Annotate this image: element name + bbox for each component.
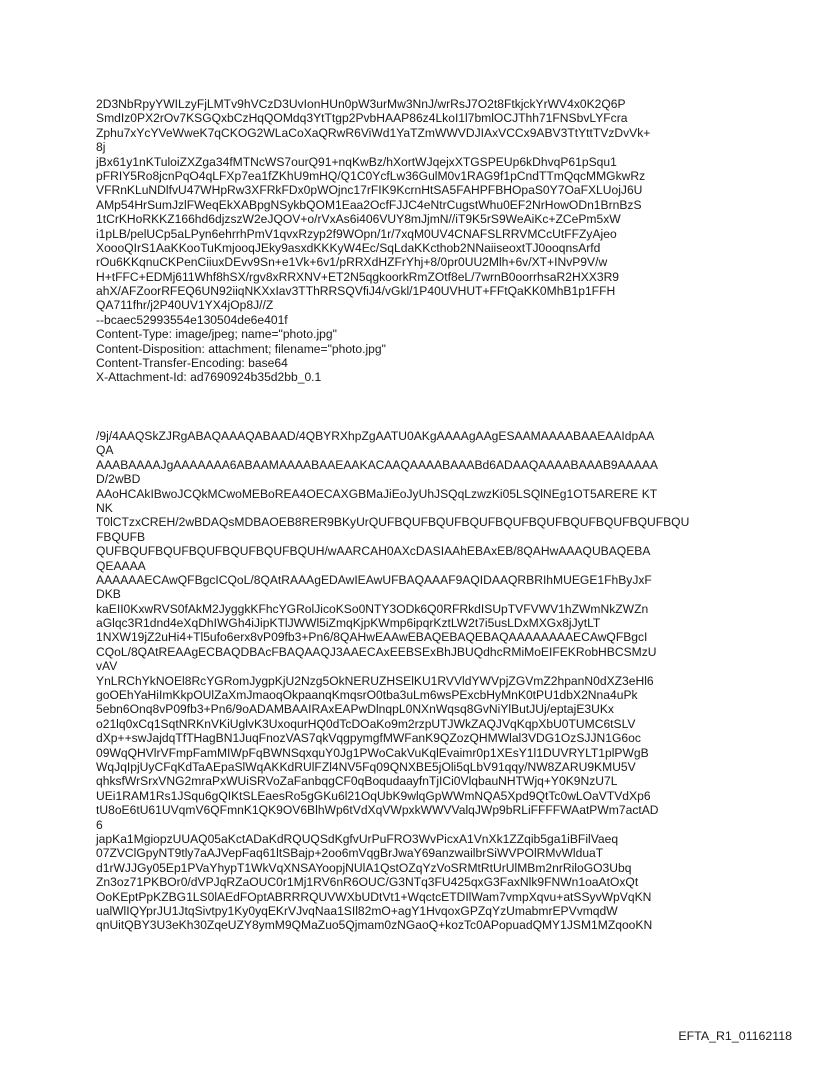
text-line: QA711fhr/j2P40UV1YX4jOp8J//Z (96, 298, 274, 313)
text-line: d1rWJJGy05Ep1PVaYhypT1WkVqXNSAYoopjNUlA1QstOZqYzVoSRMtRtUrUlMBm2nrRiloGO3Ubq (96, 860, 632, 875)
text-line: 1tCrKHoRKKZ166hd6djzszW2eJQOV+o/rVxAs6i406VUY8mJjmN//iT9K5rS9WeAiKc+ZCePm5xW (96, 212, 621, 227)
text-line: NK (96, 500, 113, 515)
text-line: ahX/AFZoorRFEQ6UN92iiqNKXxIav3TThRRSQVfiJ4/vGkl/1P40UVHUT+FFtQaKK0MhB1p1FFH (96, 284, 616, 299)
text-line: XoooQIrS1AaKKooTuKmjooqJEky9asxdKKKyW4Ec/SqLdaKKcthob2NNaiiseoxtTJ0ooqnsArfd (96, 240, 601, 255)
text-line: Content-Disposition: attachment; filename="photo.jpg" (96, 341, 386, 356)
text-line: QUFBQUFBQUFBQUFBQUFBQUFBQUH/wAARCAH0AXcDASIAAhEBAxEB/8QAHwAAAQUBAQEBA (96, 544, 651, 559)
text-line: kaEII0KxwRVS0fAkM2JyggkKFhcYGRolJicoKSo0NTY3ODk6Q0RFRkdISUpTVFVWV1hZWmNkZWZn (96, 601, 649, 616)
text-line: AAoHCAkIBwoJCQkMCwoMEBoREA4OECAXGBMaJiEoJyUhJSQqLzwzKi05LSQlNEg1OT5ARERE KT (96, 486, 658, 501)
text-line: Zn3oz71PKBOr0/dVPJqRZaOUC0r1Mj1RV6nR6OUC/G3NTq3FU425qxG3FaxNlk9FNWn1oaAtOxQt (96, 875, 639, 890)
text-line: qhksfWrSrxVNG2mraPxWUiSRVoZaFanbqgCF0qBoqudaayfnTjICi0VlqbauNHTWjq+Y0K9NzU7L (96, 774, 618, 789)
text-line: qnUitQBY3U3eKh30ZqeUZY8ymM9QMaZuo5Qjmam0zNGaoQ+kozTc0APopuadQMY1JSM1MZqooKN (96, 918, 653, 933)
text-line: rOu6KKqnuCKPenCiiuxDEvv9Sn+e1Vk+6v1/pRRXdHZFrYhj+8/0pr0UU2Mlh+6v/XT+INvP9V/w (96, 255, 608, 270)
text-line: aGlqc3R1dnd4eXqDhIWGh4iJipKTlJWWl5iZmqKjpKWmp6ipqrKztLW2t7i5usLDxMXGx8jJytLT (96, 616, 601, 631)
text-line: YnLRChYkNOEl8RcYGRomJygpKjU2Nzg5OkNERUZHSElKU1RVVldYWVpjZGVmZ2hpanN0dXZ3eHl6 (96, 673, 654, 688)
text-line: 2D3NbRpyYWILzyFjLMTv9hVCzD3UvIonHUn0pW3urMw3NnJ/wrRsJ7O2t8FtkjckYrWV4x0K2Q6P (96, 97, 626, 111)
text-line: DKB (96, 587, 121, 602)
text-line: japKa1MgiopzUUAQ05aKctADaKdRQUQSdKgfvUrPuFRO3WvPicxA1VnXk1ZZqib5ga1iBFilVaeq (96, 831, 619, 846)
text-line: UEi1RAM1Rs1JSqu6gQIKtSLEaesRo5gGKu6l21OqUbK9wlqGpWWmNQA5Xpd9QtTc0wLOaVTVdXp6 (96, 788, 651, 803)
text-line: H+tFFC+EDMj611Whf8hSX/rgv8xRRXNV+ET2N5qgkoorkRmZOtf8eL/7wrnB0oorrhsaR2HXX3R9 (96, 269, 620, 284)
text-line: QEAAAA (96, 558, 146, 573)
text-line: i1pLB/pelUCp5aLPyn6ehrrhPmV1qvxRzyp2f9WOpn/1r/7xqM0UV4CNAFSLRRVMCcUtFFZyAjeo (96, 226, 617, 241)
text-line: jBx61y1nKTuloiZXZga34fMTNcWS7ourQ91+nqKwBz/hXortWJqejxXTGSPEUp6kDhvqP61pSqu1 (96, 154, 617, 169)
text-line: X-Attachment-Id: ad7690924b35d2bb_0.1 (96, 370, 322, 385)
text-line: Content-Type: image/jpeg; name="photo.jpg" (96, 327, 337, 342)
text-line: o21lq0xCq1SqtNRKnVKiUglvK3UxoqurHQ0dTcDOaKo9m2rzpUTJWkZAQJVqKqpXbU0TUMC6tSLV (96, 716, 636, 731)
text-line: SmdIz0PX2rOv7KSGQxbCzHqQOMdq3YtTtgp2PvbHAAP86z4LkoI1l7bmlOCJThh71FNSbvLYFcra (96, 111, 628, 126)
text-line: tU8oE6tU61UVqmV6QFmnK1QK9OV6BlhWp6tVdXqVWpxkWWVValqJWp9bRLiFFFFWAatPWm7actAD (96, 803, 659, 818)
text-line: Zphu7xYcYVeWweK7qCKOG2WLaCoXaQRwR6ViWd1YaTZmWWVDJIAxVCCx9ABV3TtYttTVzDvVk+ (96, 125, 651, 140)
text-line: --bcaec52993554e130504de6e401f (96, 312, 288, 327)
text-line: AAAAAAECAwQFBgcICQoL/8QAtRAAAgEDAwIEAwUFBAQAAAF9AQIDAAQRBRIhMUEGE1FhByJxF (96, 572, 652, 587)
text-line: goOEhYaHiImKkpOUlZaXmJmaoqOkpaanqKmqsrO0tba3uLm6wsPExcbHyMnK0tPU1dbX2Nna4uPk (96, 688, 638, 703)
mime-text-block-upper (96, 97, 736, 385)
text-line: vAV (96, 659, 118, 674)
text-line: 1NXW19jZ2uHi4+Tl5ufo6erx8vP09fb3+Pn6/8QAHwEAAwEBAQEBAQEBAQAAAAAAAAECAwQFBgcI (96, 630, 648, 645)
text-line: /9j/4AAQSkZJRgABAQAAAQABAAD/4QBYRXhpZgAATU0AKgAAAAgAAgESAAMAAAABAAEAAIdpAA (96, 429, 655, 443)
text-line: AMp54HrSumJzlFWeqEkXABpgNSykbQOM1Eaa2OcfFJJC4eNtrCugstWhu0EF2NrHowODn1BrnBzS (96, 197, 642, 212)
text-line: dXp++swJajdqTfTHagBN1JuqFnozVAS7qkVqgpymgfMWFanK9QZozQHMWlal3VDG1OzSJJN1G6oc (96, 731, 641, 746)
text-line: VFRnKLuNDlfvU47WHpRw3XFRkFDx0pWOjnc17rFIK9KcrnHtSA5FAHPFBHOpaS0Y7OaFXLUojJ6U (96, 183, 643, 198)
text-line: 6 (96, 817, 103, 832)
text-line: T0lCTzxCREH/2wBDAQsMDBAOEB8RER9BKyUrQUFBQUFBQUFBQUFBQUFBQUFBQUFBQUFBQUFBQU (96, 515, 690, 530)
document-id-footer: EFTA_R1_01162118 (678, 1029, 792, 1043)
text-line: QA (96, 443, 114, 458)
base64-text-block-lower (96, 429, 736, 933)
text-line: AAABAAAAJgAAAAAAA6ABAAMAAAABAAEAAKACAAQAAAABAAABd6ADAAQAAAABAAAB9AAAAA (96, 457, 658, 472)
text-line: Content-Transfer-Encoding: base64 (96, 356, 288, 371)
text-line: FBQUFB (96, 529, 146, 544)
text-line: 09WqQHVlrVFmpFamMIWpFqBWNSqxquY0Jg1PWoCakVuKqlEvaimr0p1XEsY1l1DUVRYLT1plPWgB (96, 745, 649, 760)
text-line: WqJqIpjUyCFqKdTaAEpaSlWqAKKdRUlFZl4NV5Fq09QNXBE5jOli5qLbV91qqy/NW8ZARU9KMU5V (96, 759, 636, 774)
text-line: 8j (96, 140, 106, 155)
text-line: ualWlIQYprJU1JtqSivtpy1Ky0yqEKrVJvqNaa1SIl82mO+agY1HvqoxGPZqYzUmabmrEPVvmqdW (96, 903, 618, 918)
text-line: CQoL/8QAtREAAgECBAQDBAcFBAQAAQJ3AAECAxEEBSExBhJBUQdhcRMiMoEIFEKRobHBCSMzU (96, 644, 657, 659)
text-line: 5ebn6Onq8vP09fb3+Pn6/9oADAMBAAIRAxEAPwDlnqpL0NXnWqsq8GvNiYlButJUj/eptajE3UKx (96, 702, 614, 717)
text-line: pFRIY5Ro8jcnPqO4qLFXp7ea1fZKhU9mHQ/Q1C0YcfLw36GulM0v1RAG9f1pCndTTmQqcMMGkwRz (96, 168, 646, 183)
text-line: OoKEptPpKZBG1LS0lAEdFOptABRRRQUVWXbUDtVt1+WqctcETDIlWam7vmpXqvu+atSSyvWpVqKN (96, 889, 652, 904)
text-line: D/2wBD (96, 472, 141, 487)
text-line: 07ZVClGpyNT9tly7aAJVepFaq61ltSBajp+2oo6mVqgBrJwaY69anzwailbrSiWVPOlRMvWlduaT (96, 846, 604, 861)
